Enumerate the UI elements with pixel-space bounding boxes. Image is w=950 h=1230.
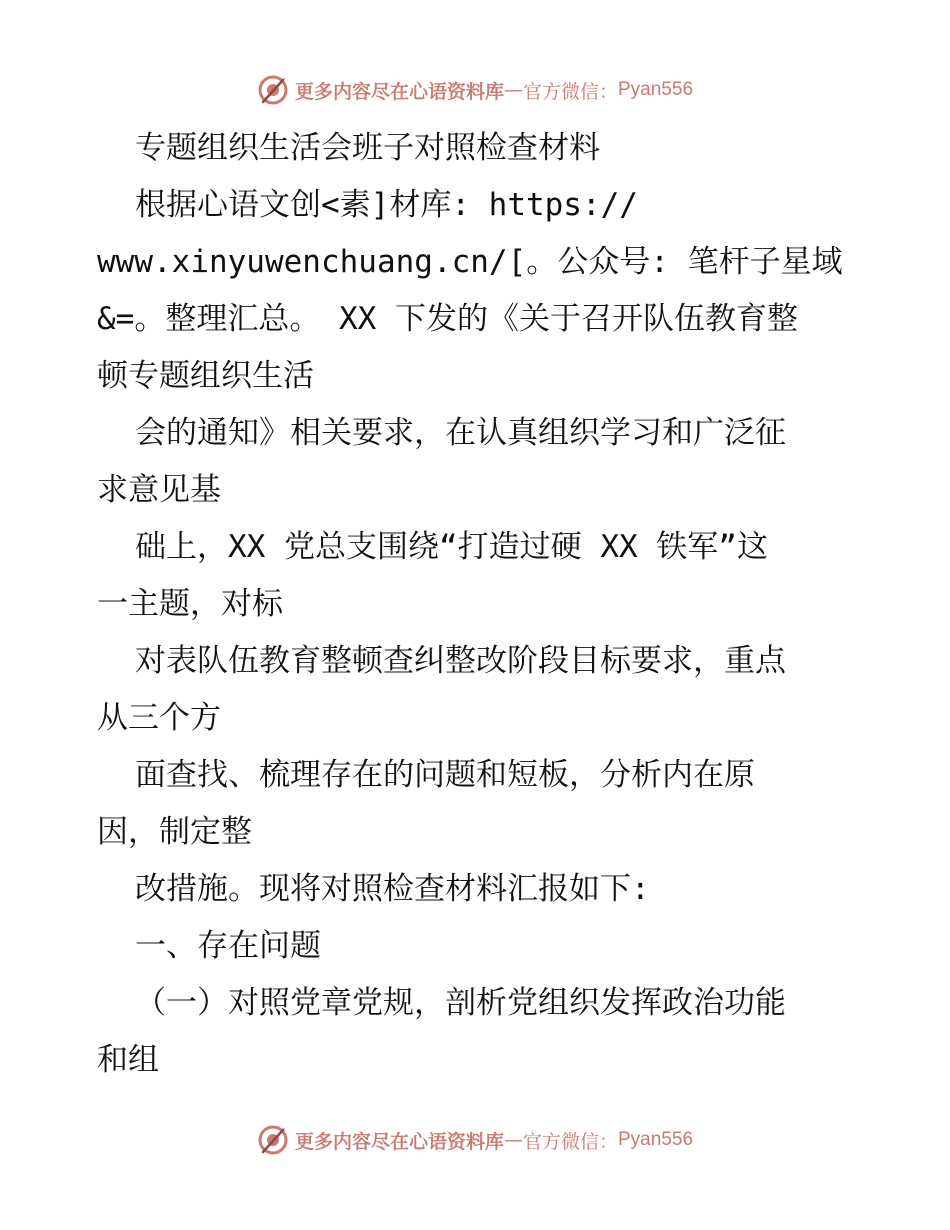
watermark-contact-label: 官方微信：: [522, 80, 618, 103]
watermark-banner-top: [0, 70, 950, 110]
paragraph-line: 从三个方: [97, 700, 221, 736]
paragraph-line: 对表队伍教育整顿查纠整改阶段目标要求，重点: [135, 643, 786, 679]
paragraph-line: www.xinyuwenchuang.cn/[。公众号: 笔杆子星域: [97, 244, 843, 280]
quill-seal-icon: [257, 1124, 289, 1156]
watermark-contact-id: Pyan556: [618, 79, 694, 100]
paragraph-line: 因，制定整: [97, 814, 252, 850]
watermark-contact-label: 官方微信：: [522, 1130, 618, 1153]
paragraph-line: 一主题，对标: [97, 586, 283, 622]
paragraph-line: 根据心语文创<素]材库: https://: [135, 187, 638, 223]
quill-seal-icon: [257, 74, 289, 106]
paragraph-line: 面查找、梳理存在的问题和短板，分析内在原: [135, 757, 755, 793]
paragraph-line: 改措施。现将对照检查材料汇报如下:: [135, 871, 650, 907]
document-body: [97, 120, 857, 1089]
watermark-contact-id: Pyan556: [618, 1129, 694, 1150]
paragraph-line: 会的通知》相关要求，在认真组织学习和广泛征: [135, 415, 786, 451]
document-title: 专题组织生活会班子对照检查材料: [135, 130, 600, 166]
paragraph-line: 和组: [97, 1042, 159, 1078]
paragraph-line: 求意见基: [97, 472, 221, 508]
watermark-banner-bottom: [0, 1120, 950, 1160]
paragraph-line: &=。整理汇总。 XX 下发的《关于召开队伍教育整: [97, 301, 798, 337]
paragraph-line: 顿专题组织生活: [97, 358, 314, 394]
watermark-text: 更多内容尽在心语资料库: [294, 1130, 504, 1153]
watermark-text: 更多内容尽在心语资料库: [294, 80, 504, 103]
section-heading: 一、存在问题: [135, 928, 321, 964]
paragraph-line: 础上，XX 党总支围绕“打造过硬 XX 铁军”这: [135, 529, 768, 565]
watermark-separator: —: [503, 1129, 523, 1151]
subsection-heading: （一）对照党章党规，剖析党组织发挥政治功能: [135, 985, 786, 1021]
watermark-separator: —: [503, 79, 523, 101]
